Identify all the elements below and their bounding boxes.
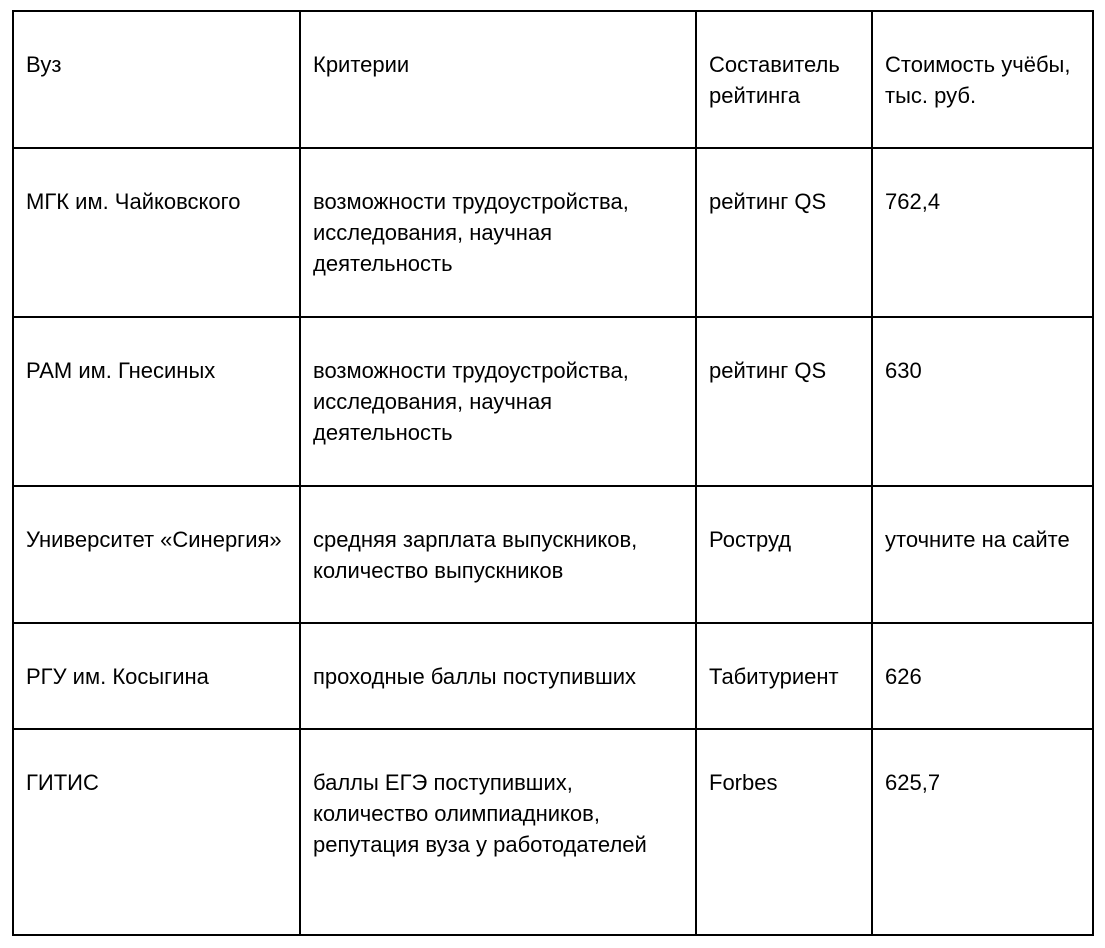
cell-cost: 630 (872, 317, 1093, 486)
table-row (13, 623, 1093, 729)
cell-university: МГК им. Чайковского (13, 148, 300, 317)
cell-university: РАМ им. Гнесиных (13, 317, 300, 486)
table-row (13, 729, 1093, 935)
cell-cost: 626 (872, 623, 1093, 729)
cell-criteria: баллы ЕГЭ поступивших, количество олимпиадников, репутация вуза у работодателей (300, 729, 696, 935)
cell-compiler: Табитуриент (696, 623, 872, 729)
table-row (13, 317, 1093, 486)
header-cell-cost: Стоимость учёбы, тыс. руб. (872, 11, 1093, 148)
cell-cost: 625,7 (872, 729, 1093, 935)
header-row (13, 11, 1093, 148)
cell-cost: 762,4 (872, 148, 1093, 317)
header-cell-university: Вуз (13, 11, 300, 148)
ranking-table (12, 10, 1094, 936)
cell-criteria: проходные баллы поступивших (300, 623, 696, 729)
cell-compiler: Forbes (696, 729, 872, 935)
cell-cost: уточните на сайте (872, 486, 1093, 623)
header-cell-compiler: Составитель рейтинга (696, 11, 872, 148)
table-row (13, 486, 1093, 623)
cell-university: РГУ им. Косыгина (13, 623, 300, 729)
cell-criteria: возможности трудоустройства, исследования, научная деятельность (300, 148, 696, 317)
cell-compiler: Роструд (696, 486, 872, 623)
cell-compiler: рейтинг QS (696, 148, 872, 317)
cell-university: ГИТИС (13, 729, 300, 935)
cell-compiler: рейтинг QS (696, 317, 872, 486)
cell-criteria: средняя зарплата выпускников, количество выпускников (300, 486, 696, 623)
cell-criteria: возможности трудоустройства, исследования, научная деятельность (300, 317, 696, 486)
cell-university: Университет «Синергия» (13, 486, 300, 623)
table-row (13, 148, 1093, 317)
header-cell-criteria: Критерии (300, 11, 696, 148)
